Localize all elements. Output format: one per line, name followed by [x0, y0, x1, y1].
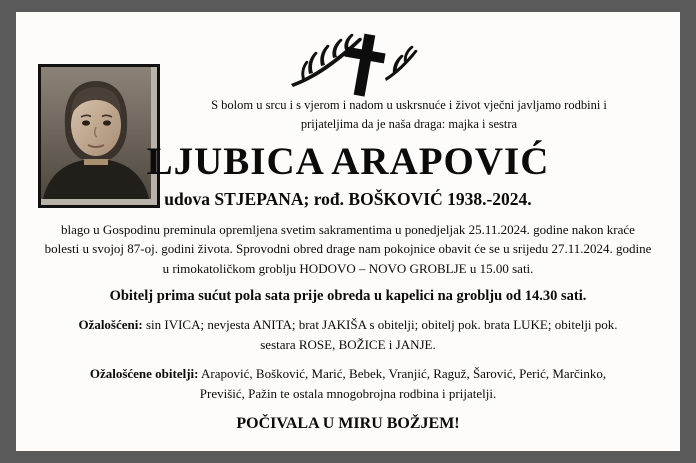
obituary-text	[16, 96, 680, 433]
obituary-card	[16, 12, 680, 451]
families-text: Arapović, Bošković, Marić, Bebek, Vranjić, Raguž, Šarović, Perić, Marčinko, Previšić, Pažin te ostala mnogobrojna rodbina i prijatelji.	[198, 366, 607, 401]
intro-text: S bolom u srcu i s vjerom i nadom u uskrsnuće i život vječni javljamo rodbini i prijateljima da je naša draga: majka i sestra	[211, 98, 607, 132]
mourners-text: sin IVICA; nevjesta ANITA; brat JAKIŠA s obitelji; obitelj pok. brata LUKE; obitelji pok. sestara ROSE, BOŽICE i JANJE.	[142, 317, 618, 352]
deceased-subtitle: udova STJEPANA; rođ. BOŠKOVIĆ 1938.-2024.	[164, 188, 532, 209]
mourners-paragraph	[38, 315, 658, 354]
cross-with-palm-branch-icon	[273, 26, 423, 98]
closing-line: POČIVALA U MIRU BOŽJEM!	[236, 415, 460, 433]
deceased-name: LJUBICA ARAPOVIĆ	[146, 139, 550, 183]
families-label: Ožalošćene obitelji:	[89, 366, 199, 382]
obituary-inner	[16, 12, 680, 451]
death-details: blago u Gospodinu preminula opremljena svetim sakramentima u ponedjeljak 25.11.2024. godine nakon kraće bolesti u svojoj 87-oj. godini života. Sprovodni obred drage nam pokojnice obavit će se u srijedu 27.11.2024. godine u rimokatoličkom groblju HODOVO – NOVO GROBLJE u 15.00 sati.	[44, 221, 652, 276]
mourners-label: Ožalošćeni:	[78, 317, 143, 333]
families-paragraph	[38, 364, 658, 403]
condolences-line: Obitelj prima sućut pola sata prije obreda u kapelici na groblju od 14.30 sati.	[109, 288, 587, 305]
